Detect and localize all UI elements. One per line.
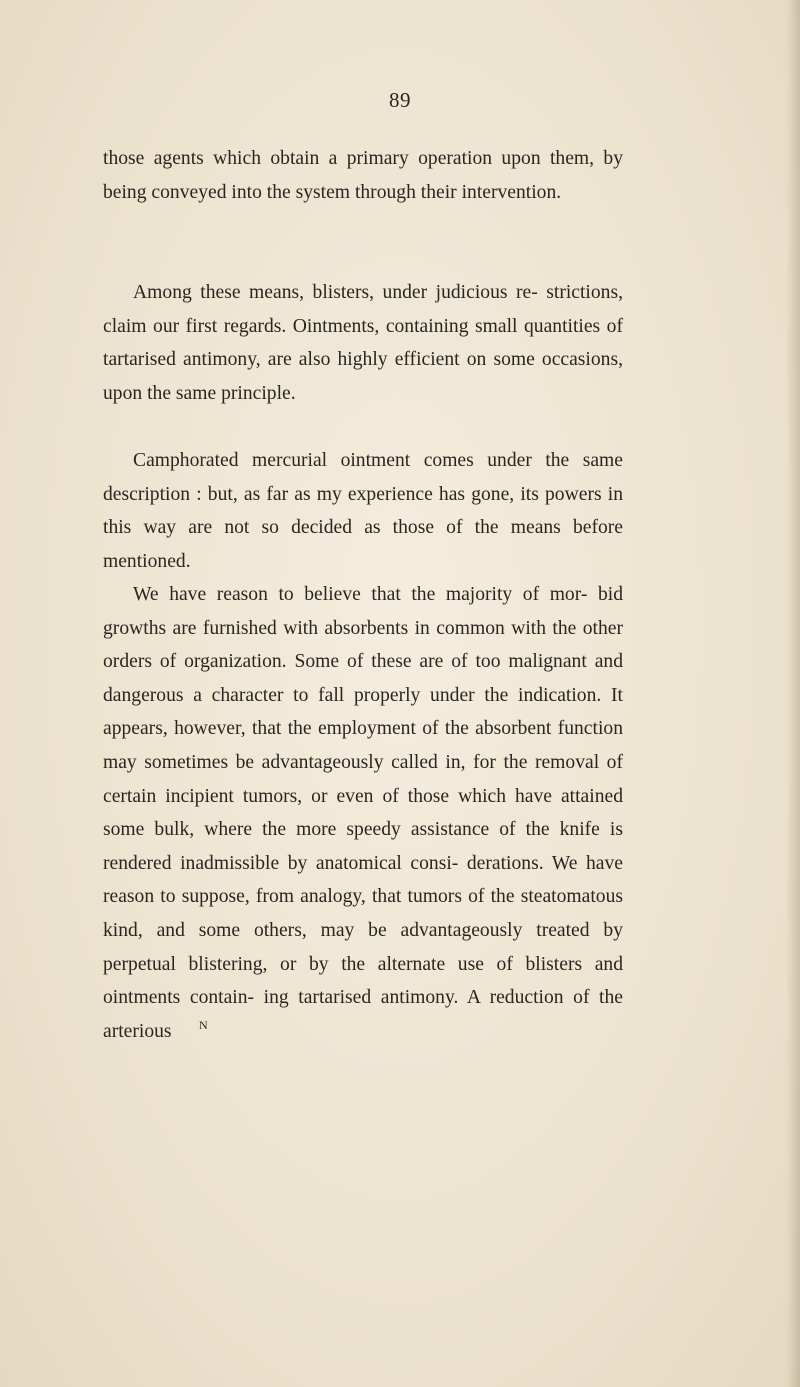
page-number: 89 (389, 88, 411, 112)
signature-mark: N (199, 1018, 209, 1032)
page-edge-shadow (786, 0, 800, 1387)
paragraph-camphorated (103, 444, 623, 578)
paragraph: We have reason to believe that the majority of mor- bid growths are furnished with absorbents in common with the other orders of organization. Some of these are of too malignant and dangerous a character to fall properly under the indication. It appears, however, that the employment of the absorbent function may sometimes be advantageously called in, for the removal of certain incipient tumors, or even of those which have attained some bulk, where the more speedy assistance of the knife is rendered inadmissible by anatomical consi- derations. We have reason to suppose, from analogy, that tumors of the steatomatous kind, and some others, may be advantageously treated by perpetual blistering, or by the alternate use of blisters and ointments contain- ing tartarised antimony. A reduction of the arterious (103, 584, 623, 1042)
paragraph: those agents which obtain a primary operation upon them, by being conveyed into the system through their intervention. (103, 148, 623, 203)
paragraph-continuation (103, 142, 623, 209)
paragraph: Among these means, blisters, under judicious re- strictions, claim our first regards. Ointments, containing small quantities of tartarised antimony, are also highly efficient on some occasions, upon the same principle. (103, 282, 623, 404)
paragraph-blisters (103, 276, 623, 410)
paragraph: Camphorated mercurial ointment comes under the same description : but, as far as my experience has gone, its powers in this way are not so decided as those of the means before mentioned. (103, 450, 623, 572)
paragraph-morbid-growths (103, 578, 623, 1048)
